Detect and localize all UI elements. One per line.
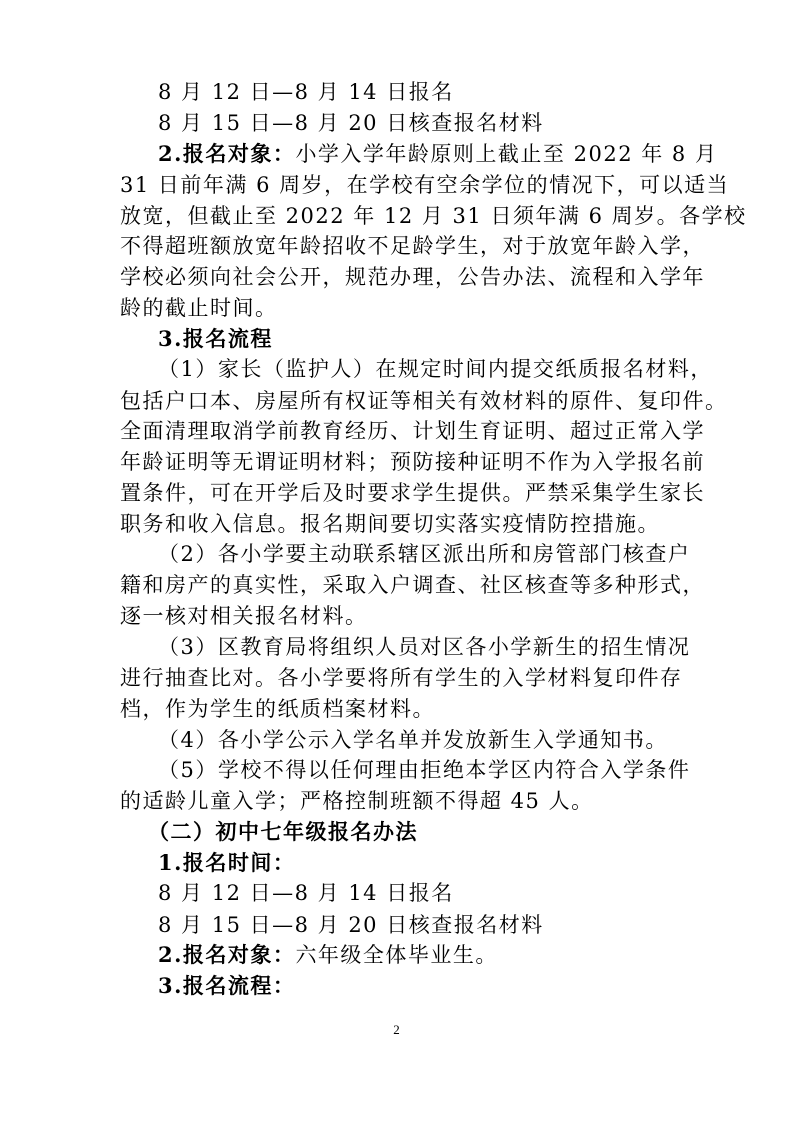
text-line [158, 77, 454, 107]
text-line [120, 447, 705, 477]
text-line [158, 940, 498, 970]
text-line [120, 509, 660, 539]
text-segment: 8 月 12 日—8 月 14 日报名 [158, 80, 454, 104]
text-segment: （2）各小学要主动联系辖区派出所和房管部门核查户 [158, 542, 691, 566]
text-segment: 放宽，但截止至 2022 年 12 月 31 日须年满 6 周岁。各学校 [120, 204, 747, 228]
text-line [148, 817, 418, 847]
text-segment: 籍和房产的真实性，采取入户调查、社区核查等多种形式， [120, 573, 705, 597]
text-segment: 进行抽查比对。各小学要将所有学生的入学材料复印件存 [120, 666, 683, 690]
text-line [158, 108, 544, 138]
text-segment: （1）家长（监护人）在规定时间内提交纸质报名材料， [158, 357, 713, 381]
text-line [120, 201, 747, 231]
text-line [158, 324, 273, 354]
text-line [158, 910, 544, 940]
text-segment: 的适龄儿童入学；严格控制班额不得超 45 人。 [120, 789, 594, 813]
heading-segment: （二）初中七年级报名办法 [148, 819, 418, 844]
text-line [120, 293, 278, 323]
text-line [120, 262, 705, 292]
text-segment: 包括户口本、房屋所有权证等相关有效材料的原件、复印件。 [120, 389, 728, 413]
text-line [120, 416, 705, 446]
text-line [120, 694, 435, 724]
text-line [158, 755, 690, 785]
text-segment: 学校必须向社会公开，规范办理，公告办法、流程和入学年 [120, 265, 705, 289]
page-number: 2 [393, 1022, 400, 1037]
text-line [158, 878, 454, 908]
text-segment: （3）区教育局将组织人员对区各小学新生的招生情况 [158, 635, 691, 659]
text-line [158, 139, 717, 169]
heading-segment: 1.报名时间： [158, 850, 296, 875]
text-segment: （4）各小学公示入学名单并发放新生入学通知书。 [158, 728, 668, 752]
text-segment: 8 月 15 日—8 月 20 日核查报名材料 [158, 913, 544, 937]
text-line [120, 570, 705, 600]
text-segment: 不得超班额放宽年龄招收不足龄学生，对于放宽年龄入学， [120, 234, 705, 258]
text-segment: 置条件，可在开学后及时要求学生提供。严禁采集学生家长 [120, 481, 705, 505]
text-line [158, 354, 713, 384]
heading-segment: 2.报名对象： [158, 141, 296, 166]
text-segment: 小学入学年龄原则上截止至 2022 年 8 月 [295, 142, 718, 166]
text-line [120, 786, 594, 816]
heading-segment: 3.报名流程： [158, 973, 296, 998]
text-segment: 8 月 15 日—8 月 20 日核查报名材料 [158, 111, 544, 135]
text-line [158, 848, 295, 878]
heading-segment: 3.报名流程 [158, 326, 273, 351]
text-line [120, 386, 728, 416]
text-line [120, 601, 368, 631]
text-line [158, 539, 690, 569]
text-line [158, 971, 295, 1001]
text-segment: 31 日前年满 6 周岁，在学校有空余学位的情况下，可以适当 [120, 173, 730, 197]
text-segment: 年龄证明等无谓证明材料；预防接种证明不作为入学报名前 [120, 450, 705, 474]
text-segment: 龄的截止时间。 [120, 296, 278, 320]
text-line [120, 663, 683, 693]
text-line [120, 231, 705, 261]
text-segment: 档，作为学生的纸质档案材料。 [120, 697, 435, 721]
heading-segment: 2.报名对象： [158, 942, 296, 967]
text-segment: （5）学校不得以任何理由拒绝本学区内符合入学条件 [158, 758, 691, 782]
text-segment: 六年级全体毕业生。 [295, 943, 498, 967]
text-segment: 职务和收入信息。报名期间要切实落实疫情防控措施。 [120, 512, 660, 536]
text-line [120, 478, 705, 508]
text-line [158, 725, 668, 755]
text-segment: 逐一核对相关报名材料。 [120, 604, 368, 628]
text-line [120, 170, 729, 200]
text-line [158, 632, 690, 662]
text-segment: 8 月 12 日—8 月 14 日报名 [158, 881, 454, 905]
text-segment: 全面清理取消学前教育经历、计划生育证明、超过正常入学 [120, 419, 705, 443]
